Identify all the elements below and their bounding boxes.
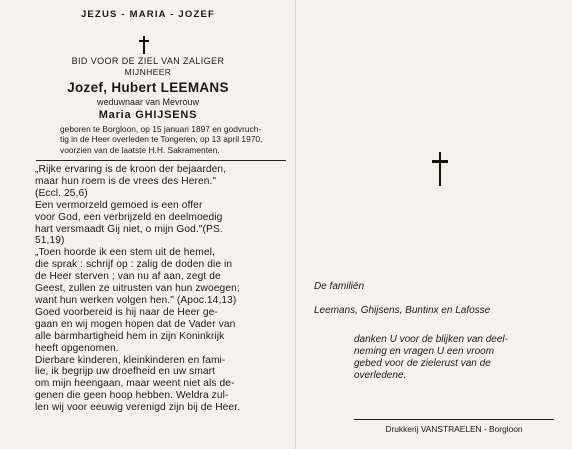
biography [60,124,282,155]
verse-line: heeft opgenomen. [35,342,119,354]
verse-line: om mijn heengaan, maar weent niet als de- [35,378,235,390]
verse-line: Goed voorbereid is hij naar de Heer ge- [35,306,218,318]
bio-line: geboren te Borgloon, op 15 januari 1897 en godvruch- [60,124,262,134]
verse-line: hart versmaadt Gij niet, o mijn God."(PS. [35,223,223,235]
verse-line: Dierbare kinderen, kleinkinderen en fami- [35,354,226,366]
divider [36,160,286,161]
verse-line: want hun werken volgen hen." (Apoc.14,13) [35,294,237,306]
verse-line: genen die geen hoop hebben. Weldra zul- [35,390,229,402]
verse-line: de Heer sterven ; van nu af aan, zegt de [35,271,221,283]
holy-names: JEZUS - MARIA - JOZEF [80,9,216,20]
thanks-line: overledene. [354,369,407,381]
printer-credit: Drukkerij VANSTRAELEN - Borgloon [385,424,523,434]
bio-line: voorzien van de laatste H.H. Sakramenten. [60,144,220,155]
thanks-line: danken U voor de blijken van deel- [354,334,508,345]
verse-line: 51,19) [35,235,65,247]
title-mijnheer: MIJNHEER [124,67,172,77]
families-heading: De familiën [314,281,365,292]
divider [354,419,554,420]
thanks-line: neming en vragen U een vroom [354,345,495,357]
cross-icon [139,36,149,54]
verse-line: „Rijke ervaring is de kroon der bejaarden, [35,164,227,175]
verse-line: alle barmhartigheid hem in zijn Koninkrijk [35,330,225,342]
verses-block [35,164,287,414]
family-names: Leemans, Ghijsens, Buntinx en Lafosse [314,305,491,316]
verse-line: lie, ik begrijp uw droefheid en uw smart [35,366,216,378]
verse-line: Geest, zullen ze uitrusten van hun zwoegen; [35,283,240,295]
prayer-request: BID VOOR DE ZIEL VAN ZALIGER [71,56,225,66]
verse-line: die sprak : schrijf op : zalig de doden die in [35,259,233,271]
bio-line: tig in de Heer overleden te Tongeren, op 13 april 1970, [60,134,263,145]
cross-icon [432,152,448,186]
verse-line: voor God, een verbrijzeld en deelmoedig [35,211,223,223]
thanks-line: gebed voor de zielerust van de [354,357,491,369]
wife-name: Maria GHIJSENS [98,109,198,121]
deceased-name: Jozef, Hubert LEEMANS [67,80,229,95]
verse-line: gaan en wij mogen hopen dat de Vader van [35,318,236,330]
verse-line: maar hun roem is de vrees des Heren." [35,175,217,187]
verse-line: len wij voor eeuwig verenigd zijn bij de Heer. [35,402,241,414]
verse-line: (Eccl. 25,6) [35,187,88,199]
right-panel [296,0,572,449]
verse-line: „Toen hoorde ik een stem uit de hemel, [35,247,215,259]
widower-line: weduwnaar van Mevrouw [96,97,200,107]
verse-line: Een vermorzeld gemoed is een offer [35,199,203,211]
thanks-block [354,334,558,382]
